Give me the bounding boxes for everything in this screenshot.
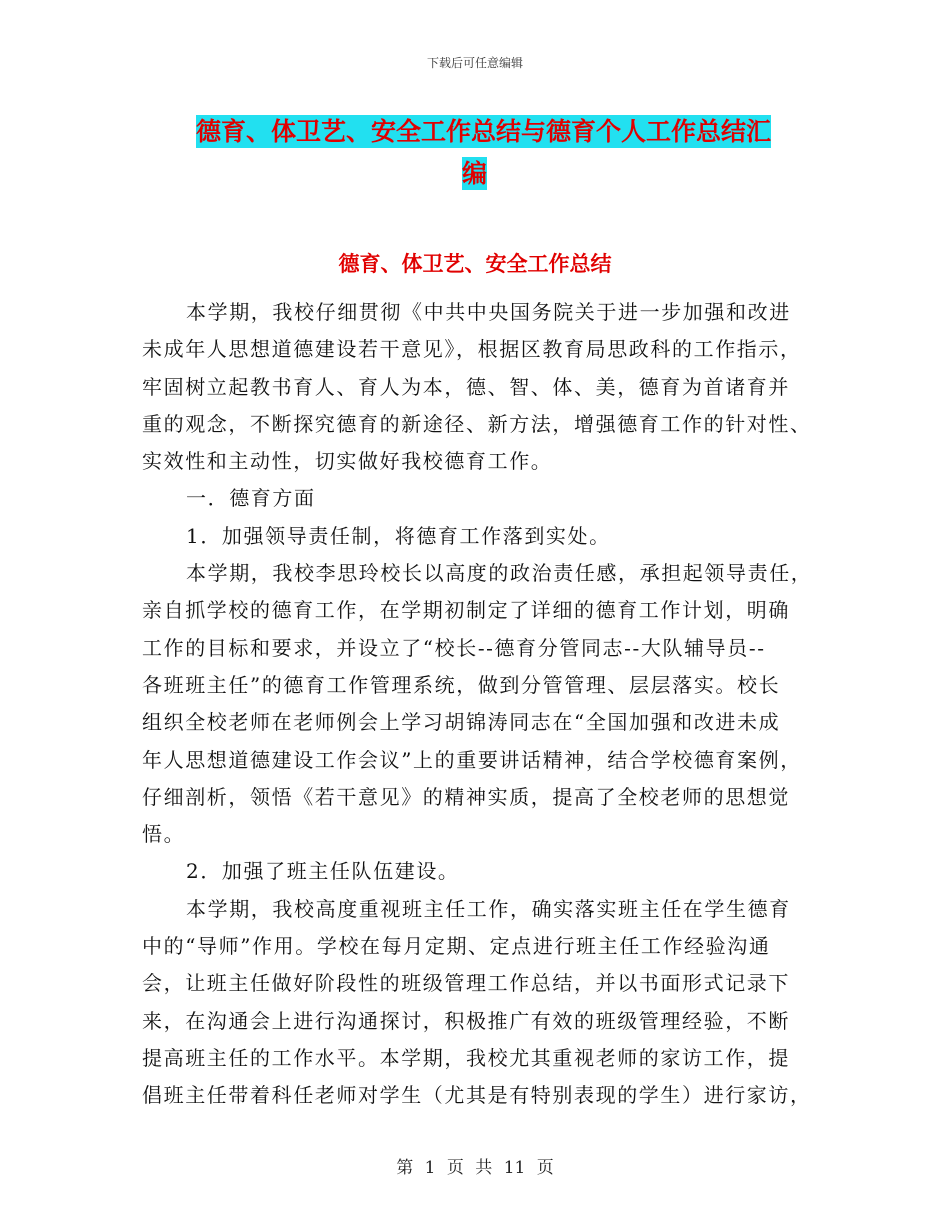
heading-line: 一．德育方面: [186, 486, 316, 511]
paragraph-line: 各班班主任”的德育工作管理系统，做到分管管理、层层落实。校长: [142, 672, 781, 697]
paragraph-line: 亲自抓学校的德育工作，在学期初制定了详细的德育工作计划，明确: [142, 598, 790, 623]
paragraph-line: 重的观念，不断探究德育的新途径、新方法，增强德育工作的针对性、: [142, 411, 812, 436]
paragraph-line: 会，让班主任做好阶段性的班级管理工作总结，并以书面形式记录下: [142, 971, 790, 996]
document-title: [196, 110, 806, 154]
heading-line: 1．加强领导责任制，将德育工作落到实处。: [186, 523, 611, 548]
paragraph-line: 工作的目标和要求，并设立了“校长--德育分管同志--大队辅导员--: [142, 635, 766, 660]
paragraph-line: 中的“导师”作用。学校在每月定期、定点进行班主任工作经验沟通: [142, 934, 771, 959]
heading-line: 2．加强了班主任队伍建设。: [186, 859, 460, 884]
paragraph-line: 悟。: [142, 822, 186, 847]
page-footer: 第 1 页 共 11 页: [396, 1158, 554, 1178]
paragraph-line: 组织全校老师在老师例会上学习胡锦涛同志在“全国加强和改进未成: [142, 710, 781, 735]
document-title-line-2-wrap: [462, 152, 487, 196]
header-note: 下载后可任意编辑: [426, 56, 523, 70]
section-title: 德育、体卫艺、安全工作总结: [338, 251, 612, 276]
paragraph-line: 未成年人思想道德建设若干意见》，根据区教育局思政科的工作指示，: [142, 337, 802, 362]
paragraph-line: 本学期，我校李思玲校长以高度的政治责任感，承担起领导责任，: [186, 561, 813, 586]
paragraph-line: 牢固树立起教书育人、育人为本，德、智、体、美，德育为首诸育并: [142, 374, 790, 399]
paragraph-line: 本学期，我校仔细贯彻《中共中央国务院关于进一步加强和改进: [186, 300, 791, 324]
document-title-line-1: 德育、体卫艺、安全工作总结与德育个人工作总结汇: [196, 117, 772, 146]
paragraph-line: 实效性和主动性，切实做好我校德育工作。: [142, 449, 553, 474]
paragraph-line: 仔细剖析，领悟《若干意见》的精神实质，提高了全校老师的思想觉: [142, 784, 790, 809]
paragraph-line: 提高班主任的工作水平。本学期，我校尤其重视老师的家访工作，提: [142, 1045, 790, 1070]
paragraph-line: 来，在沟通会上进行沟通探讨，积极推广有效的班级管理经验，不断: [142, 1008, 790, 1033]
paragraph-line: 本学期，我校高度重视班主任工作，确实落实班主任在学生德育: [186, 896, 791, 921]
paragraph-line: 年人思想道德建设工作会议”上的重要讲话精神，结合学校德育案例，: [142, 747, 802, 772]
document-title-line-2: 编: [462, 159, 488, 188]
paragraph-line: 倡班主任带着科任老师对学生（尤其是有特别表现的学生）进行家访，: [142, 1083, 812, 1108]
body-text: [142, 294, 813, 1115]
